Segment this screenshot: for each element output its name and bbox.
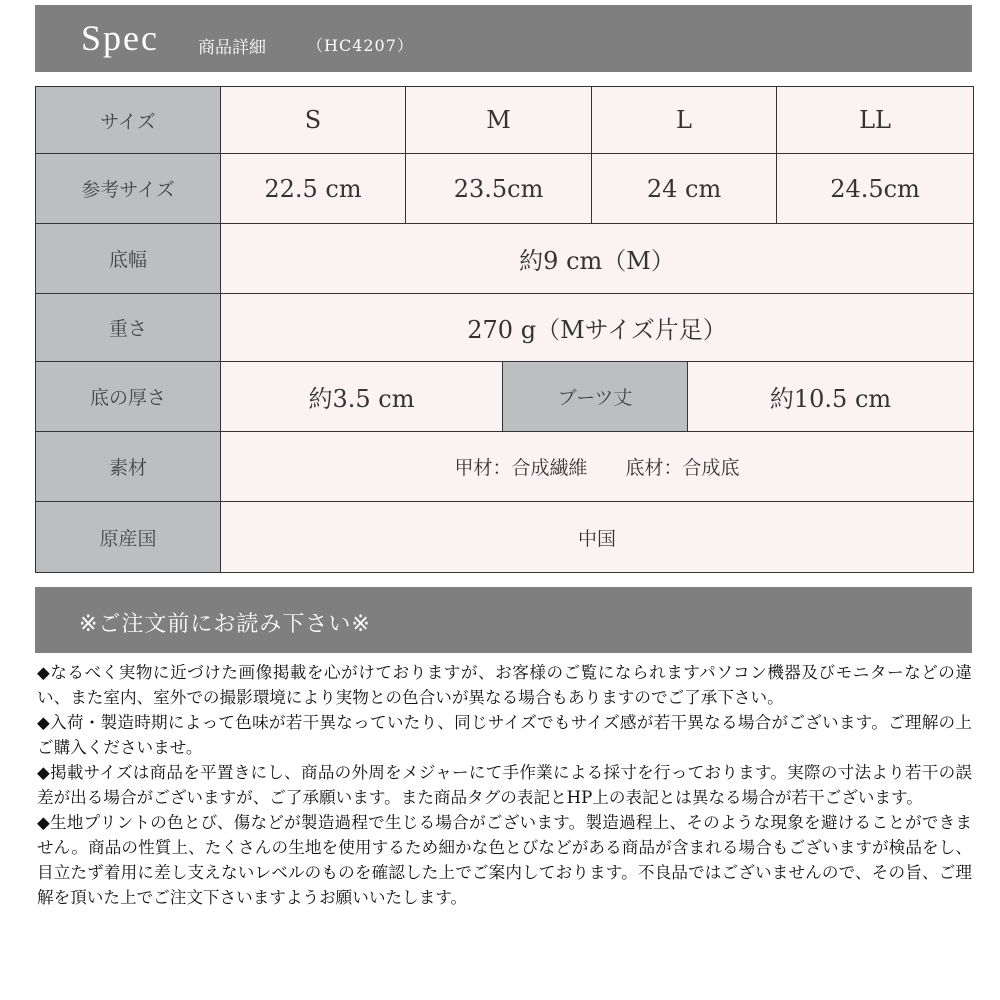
notice-body xyxy=(37,660,972,910)
boot-label: ブーツ丈 xyxy=(503,362,688,432)
spec-header xyxy=(35,5,972,72)
weight-row xyxy=(36,294,974,362)
material-label: 素材 xyxy=(36,432,221,502)
material-row xyxy=(36,432,974,502)
notice-header xyxy=(35,587,972,653)
ref-size-l: 24 cm xyxy=(592,154,777,224)
spec-table xyxy=(35,86,974,573)
ref-size-row xyxy=(36,154,974,224)
width-label: 底幅 xyxy=(36,224,221,294)
spec-subtitle: 商品詳細 xyxy=(198,38,266,58)
size-row xyxy=(36,87,974,154)
ref-size-s: 22.5 cm xyxy=(221,154,406,224)
ref-size-m: 23.5cm xyxy=(406,154,592,224)
origin-row xyxy=(36,502,974,573)
spec-title: Spec xyxy=(81,18,159,58)
size-label: サイズ xyxy=(36,87,221,154)
origin-value: 中国 xyxy=(221,502,974,573)
notice-paragraph: ◆入荷・製造時期によって色味が若干異なっていたり、同じサイズでもサイズ感が若干異なる場合がございます。ご理解の上ご購入くださいませ。 xyxy=(37,713,972,757)
material-value: 甲材：合成繊維 底材：合成底 xyxy=(221,432,974,502)
weight-label: 重さ xyxy=(36,294,221,362)
ref-size-label: 参考サイズ xyxy=(36,154,221,224)
sole-value: 約3.5 cm xyxy=(221,362,503,432)
ref-size-ll: 24.5cm xyxy=(777,154,974,224)
notice-paragraph: ◆生地プリントの色とび、傷などが製造過程で生じる場合がございます。製造過程上、そのような現象を避けることができません。商品の性質上、たくさんの生地を使用するため細かな色とびなどがある商品が含まれる場合もございますが検品をし、目立たず着用に差し支えないレベルのものを確認した上でご案内しております。不良品ではございませんので、その旨、ご理解を頂いた上でご注文下さいますようお願いいたします。 xyxy=(37,813,972,907)
width-value: 約9 cm（M） xyxy=(221,224,974,294)
notice-paragraph: ◆なるべく実物に近づけた画像掲載を心がけておりますが、お客様のご覧になられますパソコン機器及びモニターなどの違い、また室内、室外での撮影環境により実物との色合いが異なる場合もありますのでご了承下さい。 xyxy=(37,663,972,707)
size-m: M xyxy=(406,87,592,154)
origin-label: 原産国 xyxy=(36,502,221,573)
product-code: （HC4207） xyxy=(307,36,414,55)
notice-title: ※ご注文前にお読み下さい※ xyxy=(79,612,371,637)
boot-value: 約10.5 cm xyxy=(688,362,974,432)
width-row xyxy=(36,224,974,294)
weight-value: 270 g（Mサイズ片足） xyxy=(221,294,974,362)
size-ll: LL xyxy=(777,87,974,154)
size-s: S xyxy=(221,87,406,154)
notice-paragraph: ◆掲載サイズは商品を平置きにし、商品の外周をメジャーにて手作業による採寸を行っております。実際の寸法より若干の誤差が出る場合がございますが、ご了承願います。また商品タグの表記とHP上の表記とは異なる場合が若干ございます。 xyxy=(37,763,972,807)
sole-label: 底の厚さ xyxy=(36,362,221,432)
size-l: L xyxy=(592,87,777,154)
sole-row xyxy=(36,362,974,432)
